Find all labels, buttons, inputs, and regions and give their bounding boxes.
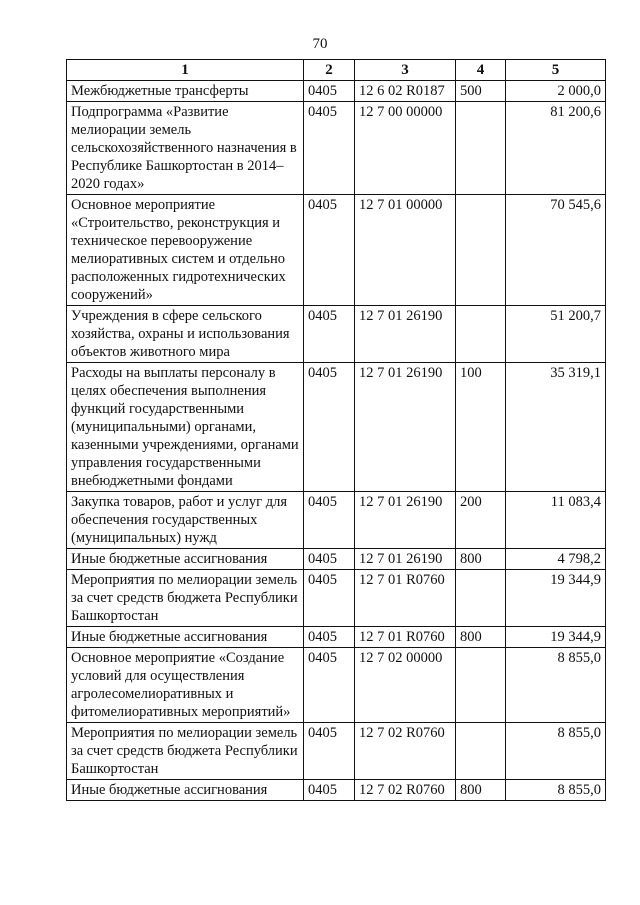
cell-section: 0405: [304, 627, 355, 648]
cell-amount: 51 200,7: [506, 306, 606, 363]
cell-name: Закупка товаров, работ и услуг для обеспечения государственных (муниципальных) нужд: [67, 492, 304, 549]
cell-expense-type: [456, 102, 506, 195]
cell-section: 0405: [304, 648, 355, 723]
cell-section: 0405: [304, 780, 355, 801]
header-col-amount: 5: [506, 60, 606, 81]
cell-amount: 70 545,6: [506, 195, 606, 306]
cell-expense-type: [456, 648, 506, 723]
cell-name: Мероприятия по мелиорации земель за счет средств бюджета Республики Башкортостан: [67, 723, 304, 780]
cell-section: 0405: [304, 492, 355, 549]
cell-amount: 2 000,0: [506, 81, 606, 102]
cell-amount: 11 083,4: [506, 492, 606, 549]
cell-section: 0405: [304, 81, 355, 102]
cell-amount: 35 319,1: [506, 363, 606, 492]
cell-amount: 19 344,9: [506, 627, 606, 648]
table-body: [67, 81, 606, 801]
cell-section: 0405: [304, 102, 355, 195]
cell-expense-type: 800: [456, 780, 506, 801]
cell-name: Основное мероприятие «Создание условий для осуществления агролесомелиоративных и фитомелиоративных мероприятий»: [67, 648, 304, 723]
cell-expense-type: 500: [456, 81, 506, 102]
cell-expense-type: [456, 570, 506, 627]
header-col-name: 1: [67, 60, 304, 81]
cell-section: 0405: [304, 549, 355, 570]
cell-name: Иные бюджетные ассигнования: [67, 627, 304, 648]
cell-amount: 4 798,2: [506, 549, 606, 570]
table-row: [67, 195, 606, 306]
cell-target-code: 12 7 02 R0760: [355, 780, 456, 801]
cell-section: 0405: [304, 363, 355, 492]
cell-name: Основное мероприятие «Строительство, реконструкция и техническое перевооружение мелиоративных систем и отдельно расположенных гидротехнических сооружений»: [67, 195, 304, 306]
cell-target-code: 12 7 01 R0760: [355, 627, 456, 648]
table-row: [67, 306, 606, 363]
cell-amount: 8 855,0: [506, 648, 606, 723]
table-row: [67, 363, 606, 492]
cell-name: Межбюджетные трансферты: [67, 81, 304, 102]
table-row: [67, 648, 606, 723]
table-row: [67, 627, 606, 648]
cell-expense-type: [456, 306, 506, 363]
budget-table: [66, 59, 606, 801]
cell-target-code: 12 6 02 R0187: [355, 81, 456, 102]
header-col-target: 3: [355, 60, 456, 81]
cell-section: 0405: [304, 723, 355, 780]
cell-target-code: 12 7 01 R0760: [355, 570, 456, 627]
cell-target-code: 12 7 01 26190: [355, 306, 456, 363]
cell-target-code: 12 7 01 00000: [355, 195, 456, 306]
cell-expense-type: [456, 195, 506, 306]
cell-name: Учреждения в сфере сельского хозяйства, охраны и использования объектов животного мира: [67, 306, 304, 363]
cell-name: Иные бюджетные ассигнования: [67, 549, 304, 570]
cell-target-code: 12 7 01 26190: [355, 549, 456, 570]
cell-amount: 81 200,6: [506, 102, 606, 195]
cell-section: 0405: [304, 195, 355, 306]
table-row: [67, 780, 606, 801]
table-row: [67, 102, 606, 195]
cell-target-code: 12 7 02 R0760: [355, 723, 456, 780]
cell-name: Мероприятия по мелиорации земель за счет средств бюджета Республики Башкортостан: [67, 570, 304, 627]
cell-section: 0405: [304, 570, 355, 627]
table-row: [67, 723, 606, 780]
header-row: [67, 60, 606, 81]
header-col-section: 2: [304, 60, 355, 81]
cell-target-code: 12 7 01 26190: [355, 363, 456, 492]
cell-name: Иные бюджетные ассигнования: [67, 780, 304, 801]
cell-amount: 8 855,0: [506, 780, 606, 801]
cell-target-code: 12 7 01 26190: [355, 492, 456, 549]
table-row: [67, 570, 606, 627]
page-number: 70: [312, 36, 328, 52]
cell-amount: 8 855,0: [506, 723, 606, 780]
cell-target-code: 12 7 00 00000: [355, 102, 456, 195]
cell-expense-type: [456, 723, 506, 780]
cell-expense-type: 100: [456, 363, 506, 492]
cell-expense-type: 800: [456, 627, 506, 648]
cell-expense-type: 800: [456, 549, 506, 570]
cell-expense-type: 200: [456, 492, 506, 549]
cell-amount: 19 344,9: [506, 570, 606, 627]
header-col-expense: 4: [456, 60, 506, 81]
cell-name: Подпрограмма «Развитие мелиорации земель сельскохозяйственного назначения в Республике Башкортостан в 2014–2020 годах»: [67, 102, 304, 195]
table-row: [67, 492, 606, 549]
cell-name: Расходы на выплаты персоналу в целях обеспечения выполнения функций государственными (муниципальными) органами, казенными учреждениями, органами управления государственными внебюджетными фондами: [67, 363, 304, 492]
table-header: [67, 60, 606, 81]
table-row: [67, 81, 606, 102]
table-row: [67, 549, 606, 570]
cell-section: 0405: [304, 306, 355, 363]
cell-target-code: 12 7 02 00000: [355, 648, 456, 723]
